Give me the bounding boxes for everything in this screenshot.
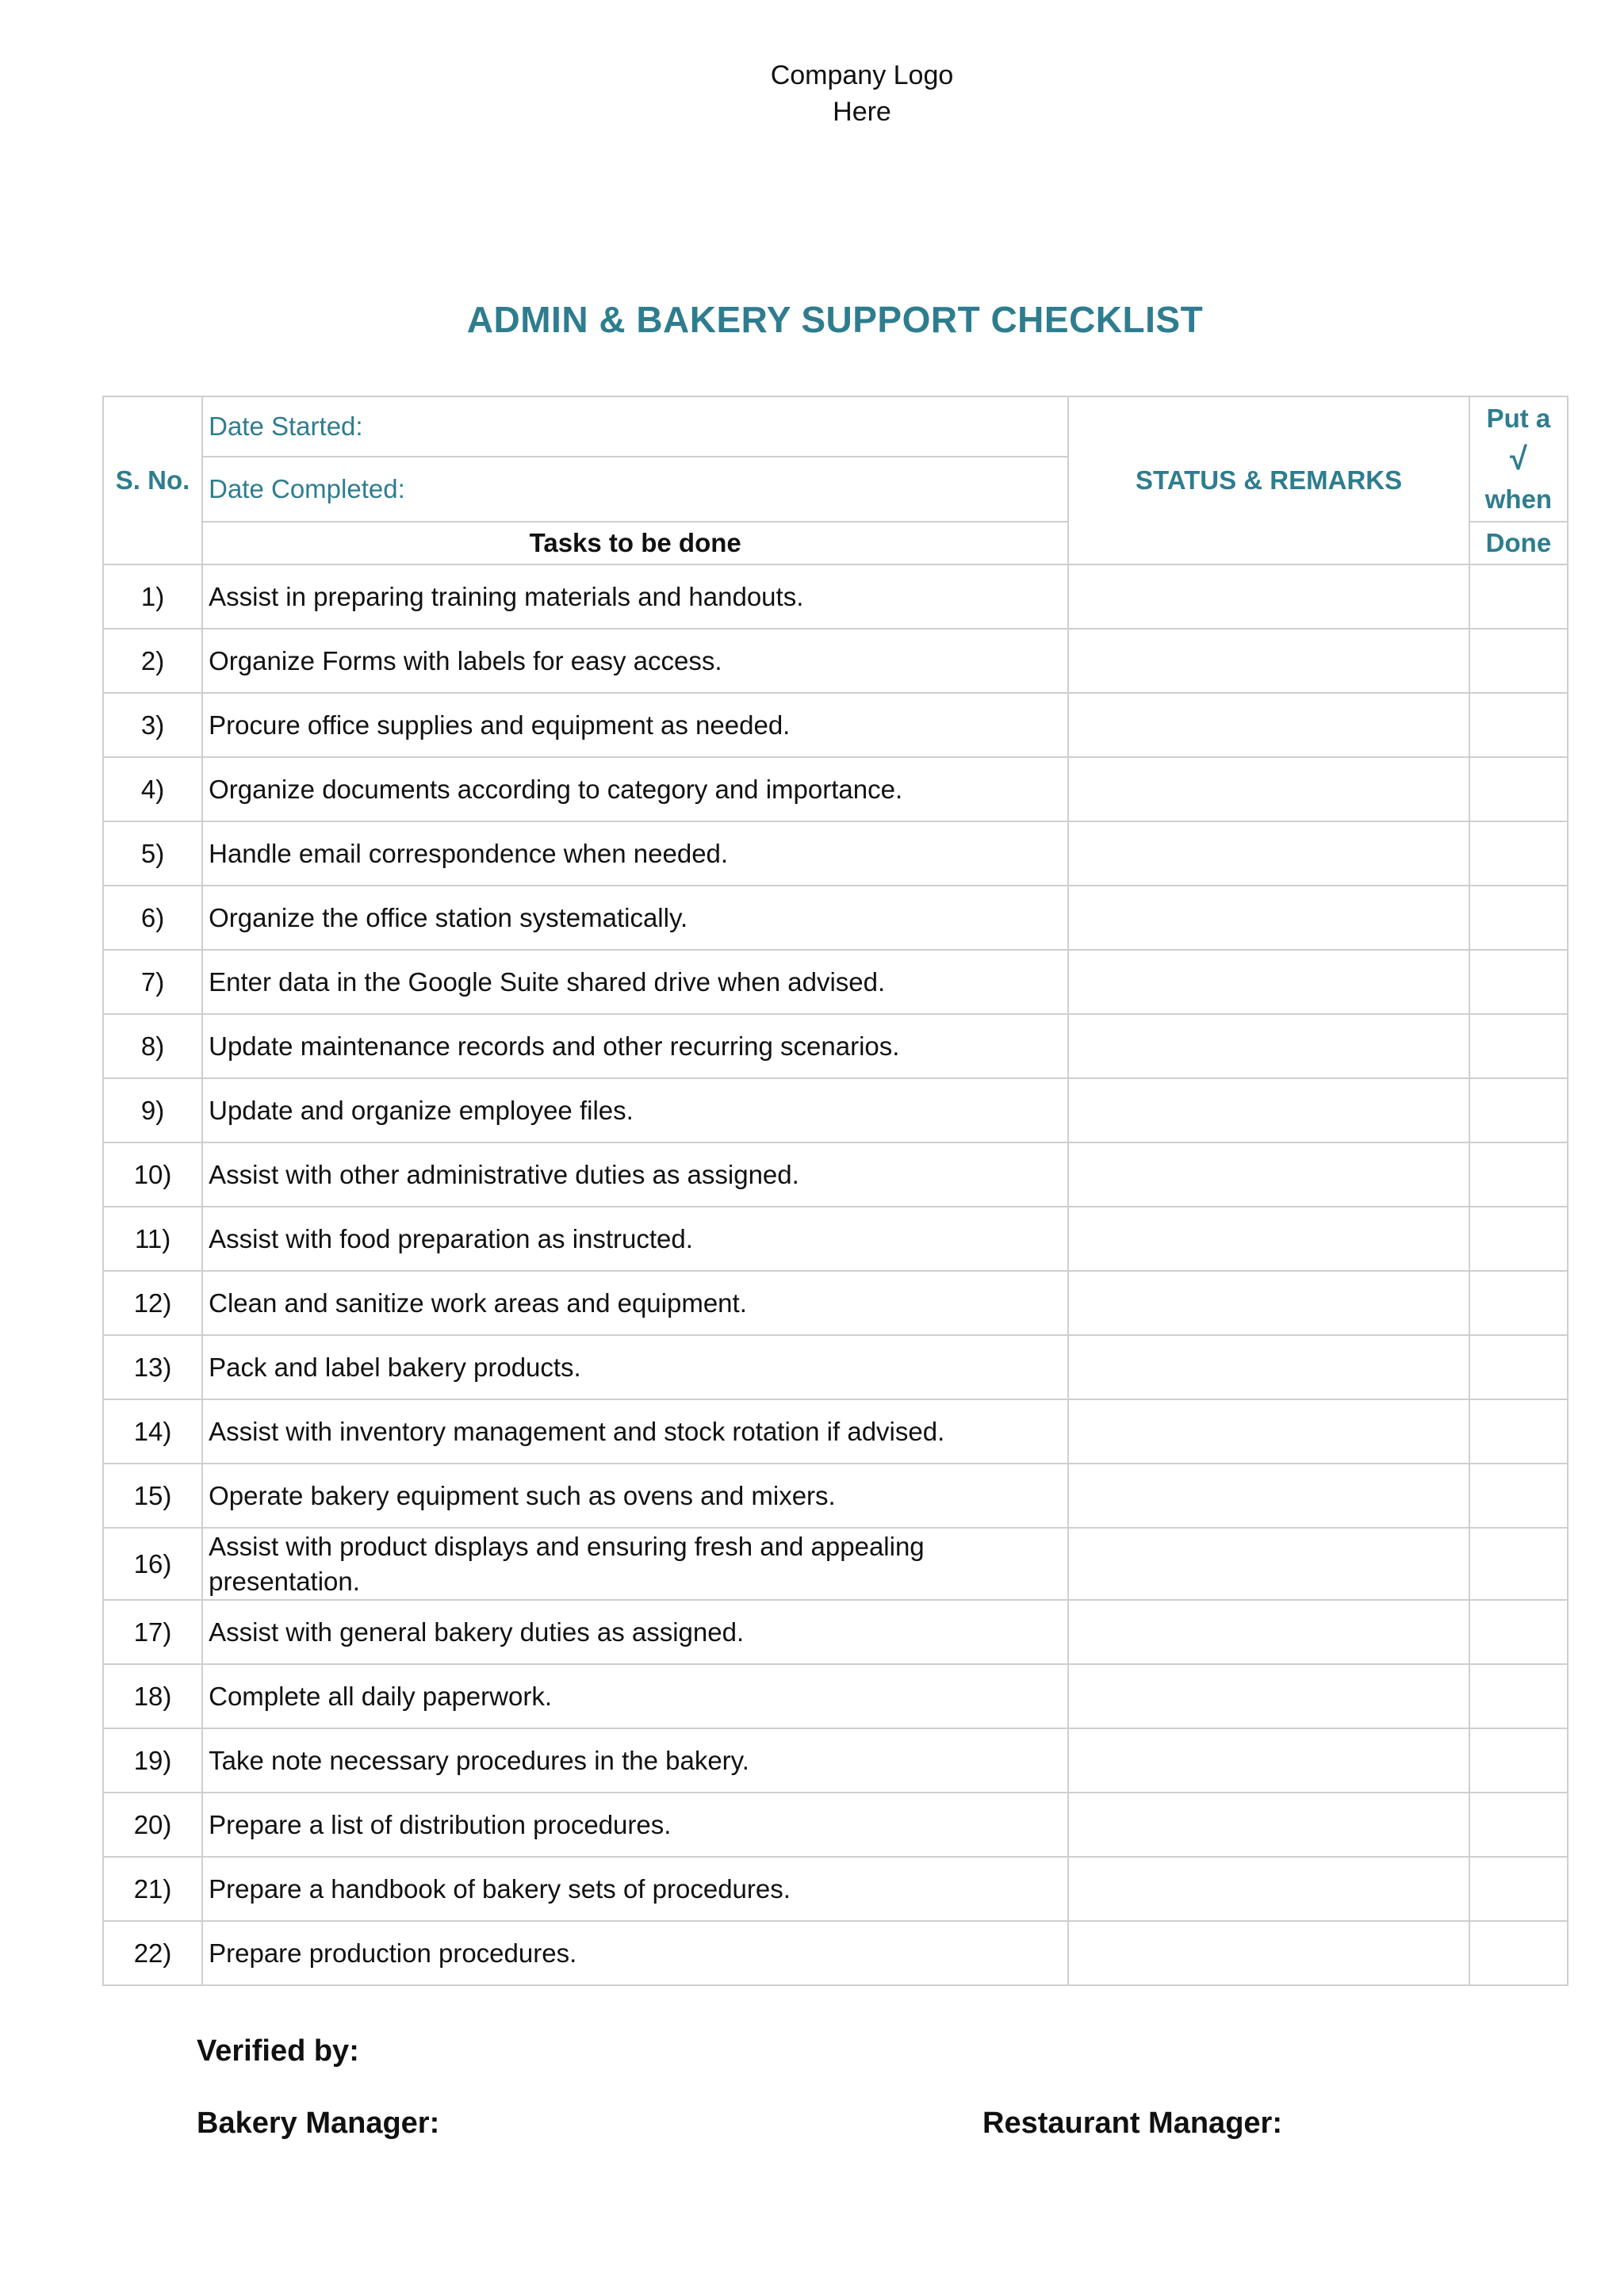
table-row <box>103 1207 1568 1271</box>
task-description: Assist with food preparation as instructed. <box>202 1207 1068 1271</box>
done-checkbox-cell[interactable] <box>1469 1464 1568 1528</box>
table-row <box>103 1464 1568 1528</box>
status-remarks-cell[interactable] <box>1068 1142 1469 1207</box>
row-number: 22) <box>103 1921 202 1985</box>
table-row <box>103 1014 1568 1078</box>
table-row <box>103 693 1568 757</box>
restaurant-manager-signature-label: Restaurant Manager: <box>982 2107 1282 2140</box>
table-row <box>103 1335 1568 1399</box>
row-number: 17) <box>103 1600 202 1664</box>
status-remarks-cell[interactable] <box>1068 629 1469 693</box>
done-checkbox-cell[interactable] <box>1469 1078 1568 1142</box>
table-row <box>103 564 1568 629</box>
done-checkbox-cell[interactable] <box>1469 693 1568 757</box>
header-row-1 <box>103 396 1568 457</box>
task-description: Pack and label bakery products. <box>202 1335 1068 1399</box>
task-description: Update and organize employee files. <box>202 1078 1068 1142</box>
status-remarks-cell[interactable] <box>1068 757 1469 821</box>
row-number: 15) <box>103 1464 202 1528</box>
status-remarks-cell[interactable] <box>1068 564 1469 629</box>
done-checkbox-cell[interactable] <box>1469 821 1568 886</box>
task-description: Assist with inventory management and stock rotation if advised. <box>202 1399 1068 1464</box>
table-row <box>103 1793 1568 1857</box>
done-checkbox-cell[interactable] <box>1469 950 1568 1014</box>
done-checkbox-cell[interactable] <box>1469 1528 1568 1600</box>
row-number: 12) <box>103 1271 202 1335</box>
checkmark-icon: √ <box>1509 442 1527 476</box>
table-row <box>103 1142 1568 1207</box>
row-number: 21) <box>103 1857 202 1921</box>
table-row <box>103 1399 1568 1464</box>
task-description: Organize Forms with labels for easy access. <box>202 629 1068 693</box>
status-remarks-cell[interactable] <box>1068 1399 1469 1464</box>
done-checkbox-cell[interactable] <box>1469 1142 1568 1207</box>
done-checkbox-cell[interactable] <box>1469 564 1568 629</box>
done-checkbox-cell[interactable] <box>1469 1857 1568 1921</box>
status-remarks-cell[interactable] <box>1068 693 1469 757</box>
table-row <box>103 1664 1568 1728</box>
done-checkbox-cell[interactable] <box>1469 757 1568 821</box>
status-remarks-cell[interactable] <box>1068 1464 1469 1528</box>
status-remarks-cell[interactable] <box>1068 950 1469 1014</box>
table-row <box>103 886 1568 950</box>
table-row <box>103 1078 1568 1142</box>
table-row <box>103 629 1568 693</box>
done-checkbox-cell[interactable] <box>1469 1207 1568 1271</box>
done-checkbox-cell[interactable] <box>1469 1664 1568 1728</box>
task-description: Procure office supplies and equipment as needed. <box>202 693 1068 757</box>
status-remarks-cell[interactable] <box>1068 1078 1469 1142</box>
task-description: Take note necessary procedures in the bakery. <box>202 1728 1068 1793</box>
done-checkbox-cell[interactable] <box>1469 629 1568 693</box>
table-row <box>103 1271 1568 1335</box>
row-number: 4) <box>103 757 202 821</box>
status-remarks-header: STATUS & REMARKS <box>1068 396 1469 564</box>
table-row <box>103 950 1568 1014</box>
done-checkbox-cell[interactable] <box>1469 1399 1568 1464</box>
date-started-field[interactable]: Date Started: <box>202 396 1068 457</box>
task-description: Organize documents according to category and importance. <box>202 757 1068 821</box>
page-title: ADMIN & BAKERY SUPPORT CHECKLIST <box>466 299 1204 340</box>
row-number: 20) <box>103 1793 202 1857</box>
row-number: 5) <box>103 821 202 886</box>
status-remarks-cell[interactable] <box>1068 1664 1469 1728</box>
done-header <box>1469 396 1568 522</box>
row-number: 6) <box>103 886 202 950</box>
done-checkbox-cell[interactable] <box>1469 1271 1568 1335</box>
status-remarks-cell[interactable] <box>1068 1335 1469 1399</box>
tasks-header: Tasks to be done <box>202 522 1068 564</box>
done-checkbox-cell[interactable] <box>1469 1014 1568 1078</box>
table-row <box>103 1857 1568 1921</box>
table-row <box>103 1921 1568 1985</box>
table-row <box>103 1728 1568 1793</box>
row-number: 2) <box>103 629 202 693</box>
task-description: Prepare a handbook of bakery sets of procedures. <box>202 1857 1068 1921</box>
task-description: Clean and sanitize work areas and equipment. <box>202 1271 1068 1335</box>
row-number: 14) <box>103 1399 202 1464</box>
row-number: 3) <box>103 693 202 757</box>
verified-by-label: Verified by: <box>197 2034 359 2068</box>
done-checkbox-cell[interactable] <box>1469 1600 1568 1664</box>
row-number: 19) <box>103 1728 202 1793</box>
bakery-manager-signature-label: Bakery Manager: <box>197 2107 440 2140</box>
status-remarks-cell[interactable] <box>1068 1528 1469 1600</box>
task-description: Complete all daily paperwork. <box>202 1664 1068 1728</box>
done-checkbox-cell[interactable] <box>1469 886 1568 950</box>
done-checkbox-cell[interactable] <box>1469 1921 1568 1985</box>
row-number: 7) <box>103 950 202 1014</box>
status-remarks-cell[interactable] <box>1068 1600 1469 1664</box>
table-row <box>103 1528 1568 1600</box>
row-number: 10) <box>103 1142 202 1207</box>
task-description: Operate bakery equipment such as ovens and mixers. <box>202 1464 1068 1528</box>
task-description: Assist with product displays and ensuring fresh and appealing presentation. <box>202 1528 1068 1600</box>
task-description: Prepare a list of distribution procedures. <box>202 1793 1068 1857</box>
task-description: Assist with other administrative duties as assigned. <box>202 1142 1068 1207</box>
task-description: Prepare production procedures. <box>202 1921 1068 1985</box>
logo-line-2: Here <box>833 97 891 127</box>
row-number: 16) <box>103 1528 202 1600</box>
status-remarks-cell[interactable] <box>1068 1857 1469 1921</box>
status-remarks-cell[interactable] <box>1068 821 1469 886</box>
task-description: Enter data in the Google Suite shared drive when advised. <box>202 950 1068 1014</box>
done-checkbox-cell[interactable] <box>1469 1728 1568 1793</box>
status-remarks-cell[interactable] <box>1068 1793 1469 1857</box>
task-description: Handle email correspondence when needed. <box>202 821 1068 886</box>
row-number: 8) <box>103 1014 202 1078</box>
checklist-table <box>102 396 1568 1986</box>
row-number: 18) <box>103 1664 202 1728</box>
done-checkbox-cell[interactable] <box>1469 1335 1568 1399</box>
task-description: Assist in preparing training materials and handouts. <box>202 564 1068 629</box>
done-checkbox-cell[interactable] <box>1469 1793 1568 1857</box>
done-header-line-2: when <box>1484 484 1553 514</box>
table-row <box>103 757 1568 821</box>
task-description: Update maintenance records and other recurring scenarios. <box>202 1014 1068 1078</box>
task-description: Organize the office station systematically. <box>202 886 1068 950</box>
logo-line-1: Company Logo <box>770 60 954 90</box>
status-remarks-cell[interactable] <box>1068 1014 1469 1078</box>
row-number: 11) <box>103 1207 202 1271</box>
company-logo-placeholder <box>0 57 1624 130</box>
table-row <box>103 1600 1568 1664</box>
row-number: 13) <box>103 1335 202 1399</box>
status-remarks-cell[interactable] <box>1068 1728 1469 1793</box>
done-header-line-1: Put a <box>1486 404 1551 433</box>
status-remarks-cell[interactable] <box>1068 1207 1469 1271</box>
status-remarks-cell[interactable] <box>1068 1271 1469 1335</box>
status-remarks-cell[interactable] <box>1068 1921 1469 1985</box>
row-number: 9) <box>103 1078 202 1142</box>
task-description: Assist with general bakery duties as assigned. <box>202 1600 1068 1664</box>
row-number: 1) <box>103 564 202 629</box>
done-header-line-3: Done <box>1469 522 1568 564</box>
status-remarks-cell[interactable] <box>1068 886 1469 950</box>
date-completed-field[interactable]: Date Completed: <box>202 457 1068 522</box>
table-row <box>103 821 1568 886</box>
sno-header: S. No. <box>103 396 202 564</box>
